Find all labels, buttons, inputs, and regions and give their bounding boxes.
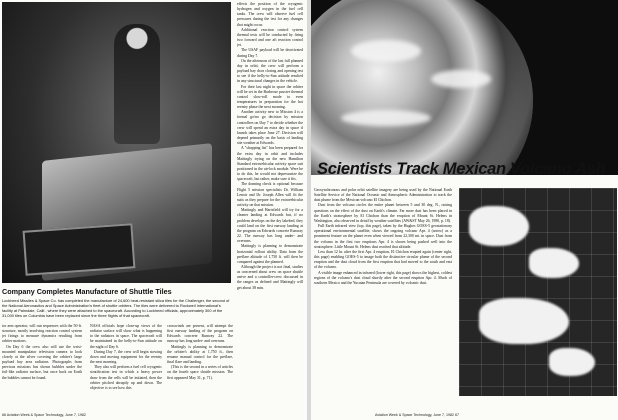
cloud-band (431, 70, 491, 88)
paragraph: A visible image enhanced in infrared (lower right, this page) shows the highest, coldest regions of the volcano's dust cloud shortly after the second eruption Apr. 4. Much of southern Mexico and the Yucatan Peninsula are covered by volcanic dust. (314, 270, 452, 285)
column-bottom-1 (2, 324, 82, 412)
shuttle-tiles-photo (2, 2, 231, 283)
column-bottom-3 (167, 324, 233, 412)
paragraph: Another activity new to Mission 4 is a formal go/no go decision by mission controllers on Day 7 to decide whether the crew will spend an extra day in space if launch takes place June 27. Decision will depend primarily on the basis of landing site weather at Edwards. (237, 110, 303, 146)
paragraph: Full Earth infrared view (top, this page), taken by the Hughes GOES-5 geostationary operational environmental satellite, shows the ongoing volcano Apr. 4 (arrow) as a prominent feature on the planet even when viewed from 22,300 mi. in space. Dust from the volcano in the first two eruptions Apr. 4 is shown being pushed well into the stratosphere. Little Mount St. Helens dust reached that altitude. (314, 224, 452, 249)
dust-cloud (549, 348, 595, 376)
page-folio-right: Aviation Week & Space Technology, June 7, 1982 67 (375, 413, 460, 417)
paragraph: Although the project is not final, studies as concerned about crew on space shuttle arrive and a controller-crew discussed in the ranges as defined and Mattingly will get about 38 min. (237, 264, 303, 290)
paragraph: Geosynchronous and polar orbit satellite imagery are being used by the National Earth Satellite Service of the National Oceanic and Atmospheric Administration to track the dust plume from the Mexican volcano El Chichon. (314, 188, 452, 203)
tile-panel (23, 223, 136, 276)
page-folio-left: 66 Aviation Week & Space Technology, June 7, 1982 (2, 413, 86, 417)
dust-cloud (469, 206, 529, 246)
paragraph: The USAF payload will be deactivated during Day 7. (237, 48, 303, 58)
cloud-band (341, 110, 431, 126)
column-bottom-2 (90, 324, 162, 412)
earth-disk (311, 0, 533, 175)
article-headline: Scientists Track Mexican Volcano Ash (317, 160, 606, 178)
paragraph: The donning check is optional because Flight 5 mission specialists Dr. William Lenoir and Dr. Joseph Allen will fit the suits as they prepare for the extravehicular activity on that mission. (237, 182, 303, 208)
paragraph: A "shopping list" has been prepared for the extra day in orbit and includes Mattingly trying on the new Hamilton Standard extravehicular activity space suit positioned in the air-lock module. Were he to do this, he would not depressurize the spacecraft, but rather, make sure it fits. (237, 146, 303, 182)
column-mid (237, 2, 303, 302)
paragraph: Dust from the volcano circles the entire planet between 5 and 30 deg. N., raising questions on the effect of the dust on Earth's climate. Far more dust has been placed in the Earth's stratosphere by El Chichon than the eruption of Mount St. Helens in Washington, also observed in detail by weather satellites (AW&ST May 26, 1980, p. 18). (314, 203, 452, 223)
paragraph: crosswinds are present, will attempt the first runway landing of the program on Edwards concrete Runway 22. The runway has long under- and overruns. (167, 324, 233, 344)
left-page (0, 0, 307, 420)
earth-satellite-photo (311, 0, 618, 175)
paragraph: Mattingly and Hartsfield will try for a cleaner landing at Edwards but, if no problem develops on the dry lakebed, they could land on the first runway landing at the program on Edwards concrete Runway 22. The runway has long under- and overruns. (237, 208, 303, 244)
paragraph: They also will perform a fuel cell cryogenic stratification test in which a heavy power draw from the cells will be initiated, then the orbiter pitched abruptly up and down. The objective is to see how this (90, 365, 162, 390)
paragraph: Less than 12 hr. after the first Apr. 4 eruption, El Chichon erupted again (center right, this page) enabling GOES-5 to image both the distinctive circular plume of the second eruption and the dust cloud from the first eruption that had moved to the south and east of the volcano. (314, 249, 452, 270)
paragraph: On Day 6 the crew also will use the wrist-mounted manipulator television camera to look closely at the silver covering the orbiter's large payload bay area radiators. Photographs from previous missions has shown bubbles under the foil-like radiator surface, but once back on Earth the bubbles cannot be found. (2, 344, 82, 380)
paragraph: For their last night in space the orbiter will be set in the Barbecue passive thermal control slow-roll mode to even temperatures in preparation for the hot reentry phase the next morning. (237, 84, 303, 110)
paragraph: (This is the second in a series of articles on the fourth space shuttle mission. The first appeared May 31, p. 71). (167, 365, 233, 380)
paragraph: Mattingly is planning to demonstrate the orbiter's ability at 1,750 ft., then resume manual control for the preflare, final flare and landing. (167, 344, 233, 365)
technician-figure (114, 24, 160, 144)
paragraph: Mattingly is planning to demonstrate horizontal rollout ability. Data from the preflare altitude of 1,750 ft. will then be compared against the planned. (237, 244, 303, 264)
dust-cloud (529, 248, 579, 278)
dust-cloud (479, 298, 569, 344)
paragraph: NASA officials hope close-up views of the radiator surface will show what is happening to the radiators in space. The spacecraft will be maintained in the belly-to-Sun attitude on the night of Day 6. (90, 324, 162, 349)
caption-title: Company Completes Manufacture of Shuttle Tiles (2, 287, 172, 296)
paragraph: effects the position of the cryogenic hydrogen and oxygen in the fuel cell tanks. The crew will observe fuel cell pressures during the test for any changes that might occur. (237, 2, 303, 27)
right-page (311, 0, 618, 420)
volcano-plume-photo (459, 188, 617, 396)
paragraph: On the afternoon of the last full planned day in orbit, the crew will perform a payload bay door closing and opening test to see if the belly-to-Sun attitude resulted in any structural changes in the vehicle. (237, 58, 303, 84)
caption-body: Lockheed Missiles & Space Co. has completed the manufacture of 24,600 heat-resistant silica tiles for the Challenger, the second of the National Aeronautics and Space Administration's fleet of shuttle orbiters. The tiles were delivered to Rockwell International's facility at Palmdale, Calif., where they were attached to the spacecraft. According to Lockheed officials, approximately 300 of the 31,000 tiles on Columbia have been replaced since the three flights of that spacecraft. (2, 298, 230, 318)
paragraph: Additional reaction control system thermal tests will be conducted by firing two forward and one aft reaction control jet. (237, 27, 303, 48)
paragraph: During Day 7, the crew will begin stowing down and moving equipment for the reentry the next morning. (90, 349, 162, 365)
paragraph: tor arm operator, will run sequences with the 50-ft. structure, mostly involving reaction control system jet firings to measure dynamics resulting from orbiter motions. (2, 324, 82, 344)
article-column (314, 188, 452, 412)
cloud-band (351, 40, 421, 62)
